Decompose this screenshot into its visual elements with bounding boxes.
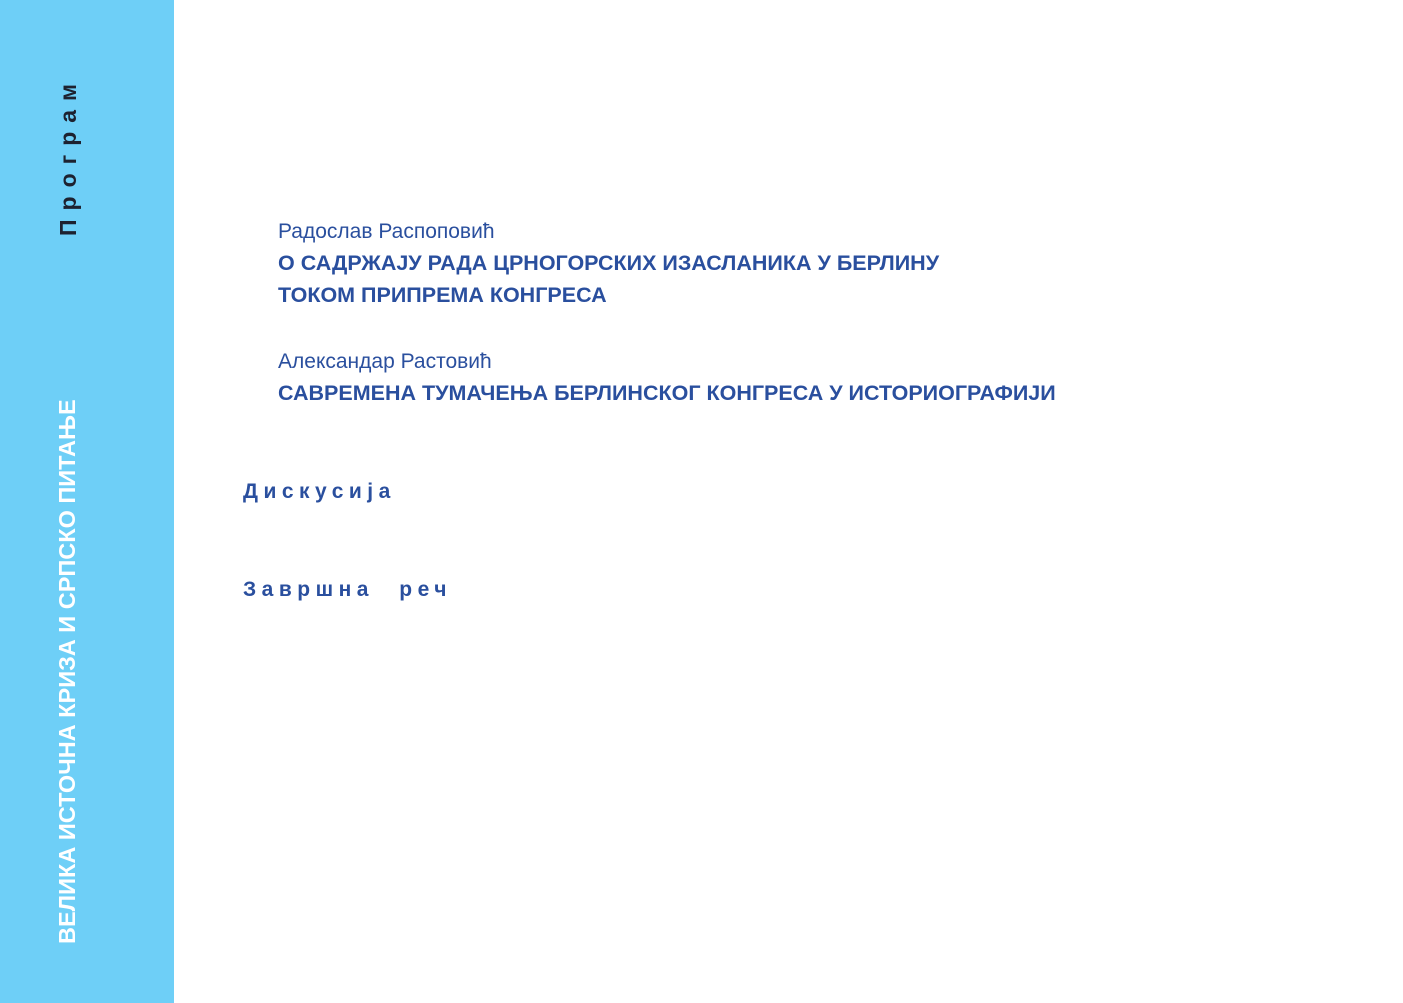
entry-title-line: О САДРЖАЈУ РАДА ЦРНОГОРСКИХ ИЗАСЛАНИКА У БЕРЛИНУ (278, 251, 940, 275)
entry-title-line: ТОКОМ ПРИПРЕМА КОНГРЕСА (278, 283, 607, 307)
program-label: Програм (55, 74, 81, 236)
entry-author: Радослав Распоповић (278, 220, 495, 243)
entry-author: Александар Растовић (278, 350, 492, 373)
book-title-vertical: ВЕЛИКА ИСТОЧНА КРИЗА И СРПСКО ПИТАЊЕ (54, 399, 80, 944)
section-closing-remarks: Завршна реч (243, 578, 452, 601)
section-discussion: Дискусија (243, 480, 396, 503)
program-entry (278, 217, 939, 311)
entry-title-line: САВРЕМЕНА ТУМАЧЕЊА БЕРЛИНСКОГ КОНГРЕСА У ИСТОРИОГРАФИЈИ (278, 381, 1056, 405)
program-entry (278, 347, 1056, 409)
